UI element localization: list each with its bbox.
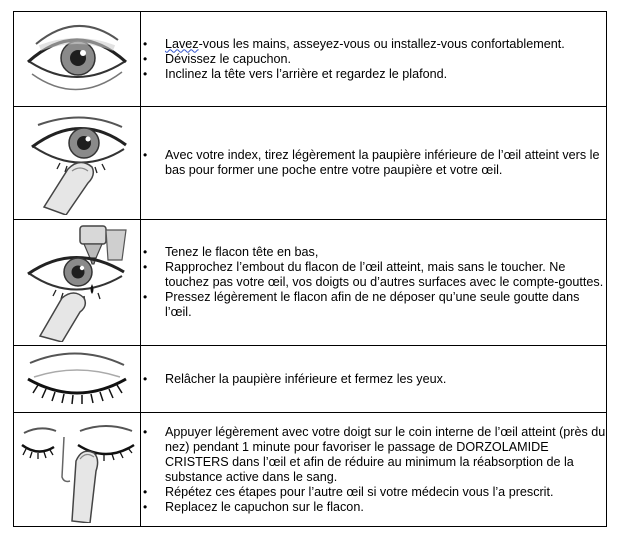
- step-illustration-cell: [14, 346, 141, 413]
- step-row: [14, 107, 607, 220]
- bullet-item: • Dévissez le capuchon.: [141, 52, 606, 67]
- bullet-item: • Tenez le flacon tête en bas,: [141, 245, 606, 260]
- spell-flagged-word: Lavez: [165, 36, 199, 51]
- step-illustration-cell: [14, 107, 141, 220]
- step-bullet-list: [141, 372, 606, 387]
- step-bullet-list: [141, 425, 606, 515]
- closed-eye-icon: [22, 349, 132, 409]
- step-bullet-list: [141, 245, 606, 320]
- step-row: [14, 220, 607, 346]
- step-bullet-list: [141, 148, 606, 178]
- step-row: [14, 12, 607, 107]
- bullet-item: [141, 37, 606, 52]
- bullet-item: • Pressez légèrement le flacon afin de ne déposer qu’une seule goutte dans l’œil.: [141, 290, 606, 320]
- step-illustration-cell: [14, 413, 141, 527]
- step-text-cell: [141, 12, 607, 107]
- open-eye-icon: [22, 24, 132, 94]
- step-text-cell: [141, 220, 607, 346]
- bullet-item: • Replacez le capuchon sur le flacon.: [141, 500, 606, 515]
- bullet-item: • Répétez ces étapes pour l’autre œil si votre médecin vous l’a prescrit.: [141, 485, 606, 500]
- step-illustration-cell: [14, 220, 141, 346]
- eye-dropper-icon: [22, 224, 132, 342]
- step-text-cell: [141, 346, 607, 413]
- bullet-text: -vous les mains, asseyez-vous ou installez-vous confortablement.: [198, 36, 565, 51]
- step-bullet-list: [141, 37, 606, 82]
- bullet-item: • Appuyer légèrement avec votre doigt sur le coin interne de l’œil atteint (près du nez) pendant 1 minute pour favoriser le passage de DORZOLAMIDE CRISTERS dans l’œil et afin de réduire au minimum la réabsorption de la substance active dans le sang.: [141, 425, 606, 485]
- step-text-cell: [141, 107, 607, 220]
- closed-eyes-finger-press-icon: [18, 417, 136, 523]
- bullet-item: • Relâcher la paupière inférieure et fermez les yeux.: [141, 372, 606, 387]
- instructions-table: [13, 11, 607, 527]
- step-illustration-cell: [14, 12, 141, 107]
- eye-finger-pull-eyelid-icon: [22, 111, 132, 215]
- step-text-cell: [141, 413, 607, 527]
- bullet-item: • Avec votre index, tirez légèrement la paupière inférieure de l’œil atteint vers le bas pour former une poche entre votre paupière et votre œil.: [141, 148, 606, 178]
- bullet-item: • Rapprochez l’embout du flacon de l’œil atteint, mais sans le toucher. Ne touchez pas votre œil, vos doigts ou d’autres surfaces avec le compte-gouttes.: [141, 260, 606, 290]
- bullet-item: • Inclinez la tête vers l’arrière et regardez le plafond.: [141, 67, 606, 82]
- step-row: [14, 413, 607, 527]
- step-row: [14, 346, 607, 413]
